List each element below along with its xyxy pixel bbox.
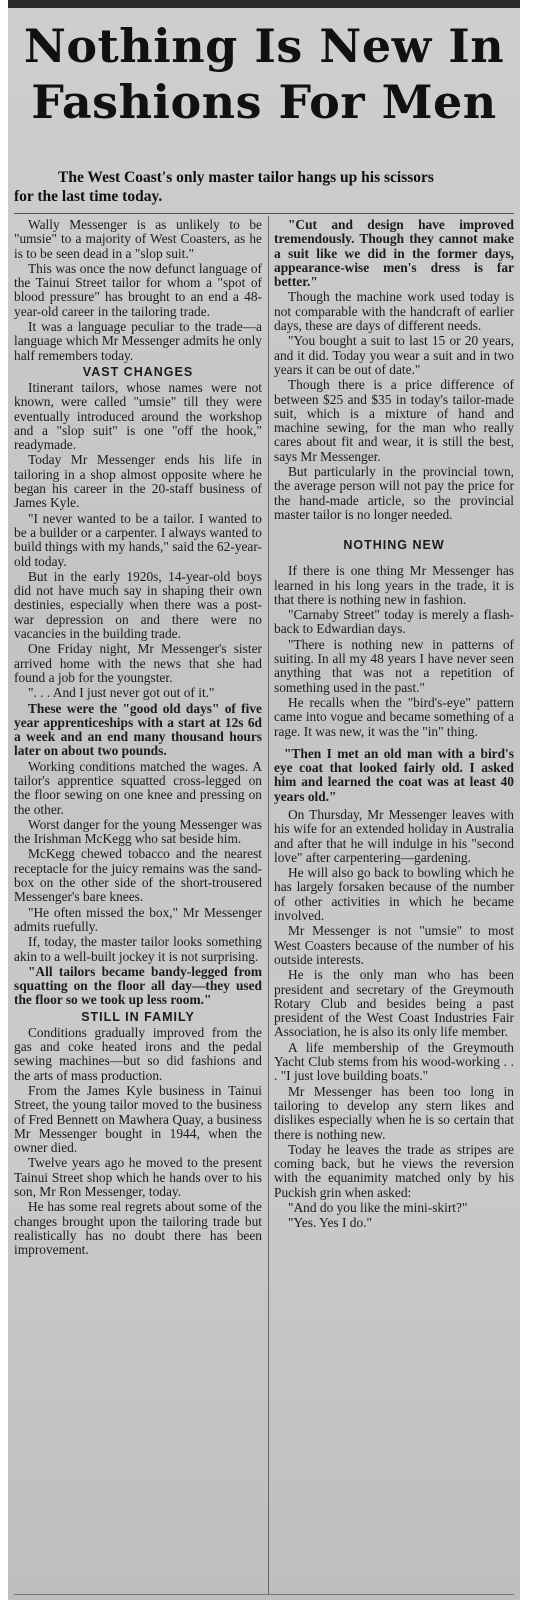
paragraph: "He often missed the box," Mr Messenger admits ruefully. [14, 904, 262, 934]
paragraph: On Thursday, Mr Messenger leaves with his wife for an extended holiday in Australia and after that he will indulge in his "second love" after carpentering—gardening. [274, 806, 514, 865]
paragraph: Conditions gradually improved from the gas and coke heated irons and the pedal sewing machines—but so did fashions and the arts of mass production. [14, 1024, 262, 1083]
paragraph: "You bought a suit to last 15 or 20 years, and it did. Today you wear a suit and in two years it can be out of date." [274, 333, 514, 377]
paragraph: He will also go back to bowling which he has largely forsaken because of the number of other activities in which he became involved. [274, 865, 514, 924]
horizontal-rule [14, 213, 514, 214]
paragraph: ". . . And I just never got out of it." [28, 685, 215, 701]
paragraph: McKegg chewed tobacco and the nearest receptacle for the juicy remains was the sand-box on the other side of the short-trousered Messenger's bare knees. [14, 846, 262, 905]
column-divider [268, 216, 269, 1594]
section-heading: VAST CHANGES [82, 364, 194, 379]
bold-paragraph: These were the "good old days" of five year apprenticeships with a start at 12s 6d a week and an end many thousand hours later on about two pounds. [14, 700, 262, 759]
paragraph: But in the early 1920s, 14-year-old boys did not have much say in shaping their own destinies, especially when there was a post-war depression on and there were no vacancies in the building trade. [14, 568, 262, 642]
paragraph: Mr Messenger is not "umsie" to most West Coasters because of the number of his outside interests. [274, 923, 514, 967]
paragraph: He has some real regrets about some of the changes brought upon the tailoring trade but realistically has no doubt there has been improvement. [14, 1199, 262, 1258]
paragraph: A life membership of the Greymouth Yacht Club stems from his wood-working . . . "I just love building boats." [274, 1039, 514, 1084]
paragraph: Today Mr Messenger ends his life in tailoring in a shop almost opposite where he began his career in the 20-staff business of James Kyle. [14, 452, 262, 511]
bold-paragraph: "Cut and design have improved tremendously. Though they cannot make a suit like we did in the former days, appearance-wise men's dress is far better." [274, 217, 514, 290]
section-heading: NOTHING NEW [343, 538, 445, 553]
paragraph: "There is nothing new in patterns of suiting. In all my 48 years I have never seen anything that was not a repetition of something used in the past." [274, 636, 514, 695]
subheadline-line-1: The West Coast's only master tailor hangs up his scissors [58, 169, 434, 186]
paragraph: Though the machine work used today is not comparable with the handcraft of earlier days, these are days of different needs. [274, 289, 514, 334]
paragraph: Today he leaves the trade as stripes are coming back, but he views the reversion with the equanimity matched only by his Puckish grin when asked: [274, 1141, 514, 1200]
paragraph: If, today, the master tailor looks something akin to a well-built jockey it is not surprising. [14, 934, 262, 964]
paragraph: Wally Messenger is as unlikely to be "umsie" to a majority of West Coasters, as he is to be seen dead in a "slop suit." [14, 217, 262, 261]
paragraph: Mr Messenger has been too long in tailoring to develop any stern likes and dislikes especially when he is so certain that there is nothing new. [274, 1083, 514, 1142]
paragraph: "I never wanted to be a tailor. I wanted to be a builder or a carpenter. I always wanted to build things with my hands," said the 62-year-old today. [14, 510, 262, 569]
bottom-rule [14, 1594, 514, 1595]
right-column [274, 218, 514, 1232]
paragraph: This was once the now defunct language of the Tainui Street tailor for whom a "spot of blood pressure" has brought to an end a 48-year-old career in the tailoring trade. [14, 260, 262, 319]
paragraph: He is the only man who has been president and secretary of the Greymouth Rotary Club and besides being a past president of the West Coast Industries Fair Association, he is also its only life member. [274, 967, 514, 1040]
bold-paragraph: "Then I met an old man with a bird's eye coat that looked fairly old. I asked him and learned the coat was at least 40 years old." [274, 745, 514, 804]
paragraph: But particularly in the provincial town, the average person will not pay the price for the hand-made article, so the provincial master tailor is no longer needed. [274, 464, 514, 522]
paragraph: Worst danger for the young Messenger was the Irishman McKegg who sat beside him. [14, 816, 262, 847]
headline-line-2: Fashions For Men [31, 75, 497, 129]
paragraph: Though there is a price difference of between $25 and $35 in today's tailor-made suit, which is a mixture of hand and machine sewing, for the man who really cares about fit and wear, it is still the best, says Mr Messenger. [274, 377, 514, 464]
paragraph: Twelve years ago he moved to the present Tainui Street shop which he hands over to his son, Mr Ron Messenger, today. [14, 1155, 262, 1199]
headline [16, 18, 512, 130]
newspaper-clipping [8, 0, 520, 1600]
paragraph: If there is one thing Mr Messenger has learned in his long years in the trade, it is that there is nothing new in fashion. [274, 563, 514, 607]
section-heading: STILL IN FAMILY [81, 1009, 195, 1024]
subheadline [14, 168, 514, 206]
subheadline-line-2: for the last time today. [14, 188, 163, 205]
paragraph: From the James Kyle business in Tainui Street, the young tailor moved to the business of Fred Bennett on Mawhera Quay, a business Mr Messenger bought in 1944, when the owner died. [14, 1082, 262, 1156]
paragraph: One Friday night, Mr Messenger's sister arrived home with the news that she had found a job for the youngster. [14, 641, 262, 685]
paragraph: Itinerant tailors, whose names were not known, were called "umsie" till they were eventually introduced around the workshop and a "slop suit" is one "off the hook," readymade. [14, 379, 262, 453]
paragraph: Working conditions matched the wages. A tailor's apprentice squatted cross-legged on the floor sewing on one knee and pressing on the other. [14, 758, 262, 817]
left-column [14, 218, 262, 1258]
headline-line-1: Nothing Is New In [23, 19, 505, 73]
top-border [8, 0, 520, 8]
paragraph: "Yes. Yes I do." [288, 1215, 372, 1231]
paragraph: "Carnaby Street" today is merely a flash-back to Edwardian days. [274, 607, 514, 637]
paragraph: "And do you like the mini-skirt?" [288, 1200, 468, 1215]
paragraph: He recalls when the "bird's-eye" pattern came into vogue and became something of a rage. It was new, it was the "in" thing. [274, 694, 514, 739]
bold-paragraph: "All tailors became bandy-legged from squatting on the floor all day—they used the floor so we took up less room." [14, 963, 262, 1008]
paragraph: It was a language peculiar to the trade—a language which Mr Messenger admits he only half remembers today. [14, 319, 262, 363]
